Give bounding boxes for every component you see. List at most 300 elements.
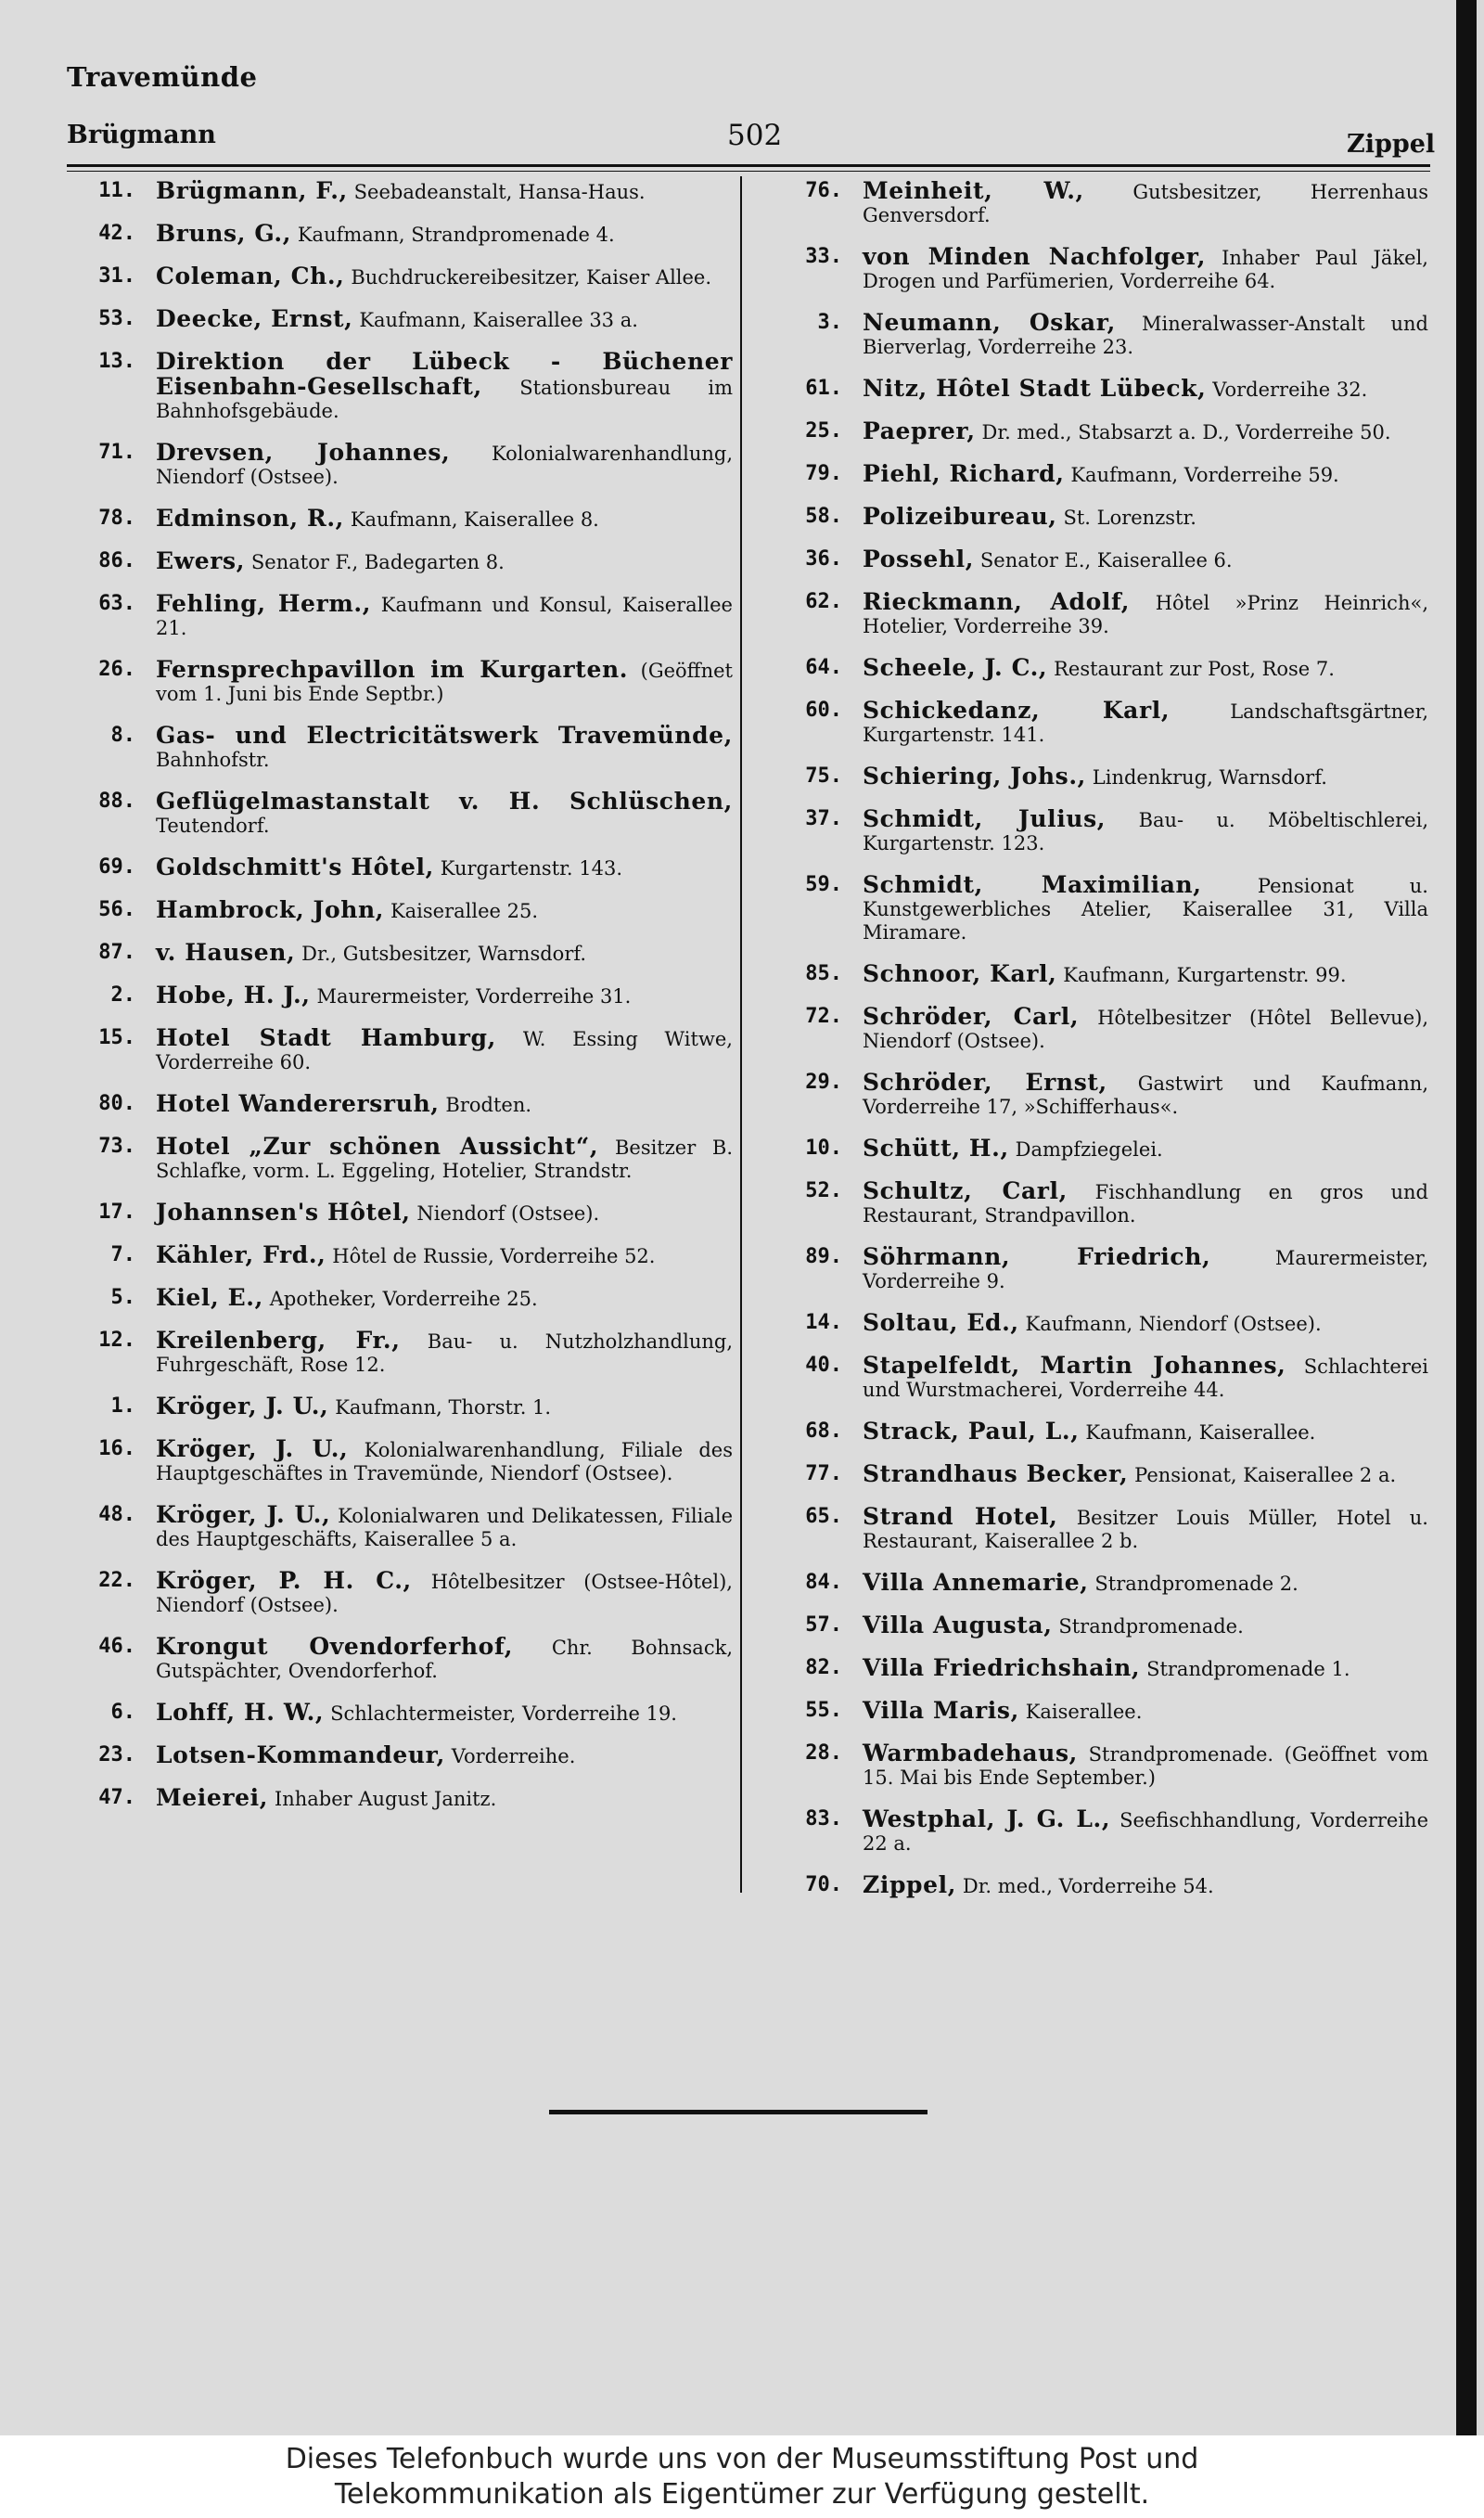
entry-number: 89. — [805, 1245, 842, 1268]
entry-text — [863, 1613, 1428, 1638]
entry-name: Polizeibureau, — [863, 503, 1057, 530]
directory-entry — [70, 1135, 733, 1183]
entry-details: Stationsbureau im Bahnhofsgebäude. — [156, 377, 733, 422]
directory-entry — [70, 179, 733, 204]
entry-name: v. Hausen, — [156, 939, 296, 966]
entry-number: 59. — [805, 873, 842, 896]
entry-number: 14. — [805, 1311, 842, 1334]
entry-name: Schickedanz, Karl, — [863, 697, 1171, 724]
entry-name: Schröder, Ernst, — [863, 1069, 1107, 1096]
entry-name: Deecke, Ernst, — [156, 305, 353, 332]
entry-details: Hôtel »Prinz Heinrich«, Hotelier, Vorderreihe 39. — [863, 592, 1428, 637]
directory-entry — [777, 699, 1428, 747]
entry-number: 85. — [805, 962, 842, 985]
entry-number: 17. — [98, 1201, 135, 1224]
entry-details: Kaufmann, Kaiserallee 8. — [350, 508, 599, 531]
entry-number: 36. — [805, 547, 842, 571]
entry-text — [156, 1201, 733, 1226]
entry-name: Kiel, E., — [156, 1284, 263, 1311]
entry-number: 12. — [98, 1329, 135, 1352]
entry-name: Lohff, H. W., — [156, 1699, 325, 1726]
entry-name: Fernsprechpavillon im Kurgarten. — [156, 656, 629, 683]
entry-details: Hôtelbesitzer (Ostsee-Hôtel), Niendorf (Ostsee). — [156, 1571, 733, 1616]
entry-details: Gastwirt und Kaufmann, Vorderreihe 17, »Schifferhaus«. — [863, 1073, 1428, 1118]
entry-name: Bruns, G., — [156, 220, 292, 247]
entry-name: Söhrmann, Friedrich, — [863, 1243, 1211, 1270]
entry-text — [156, 1701, 733, 1726]
directory-entry — [777, 656, 1428, 681]
entry-number: 53. — [98, 307, 135, 330]
left-column — [70, 179, 733, 1829]
entry-text — [863, 505, 1428, 530]
directory-entry — [70, 1701, 733, 1726]
directory-entry — [777, 1354, 1428, 1402]
directory-entry — [777, 1807, 1428, 1856]
directory-entry — [70, 307, 733, 332]
directory-entry — [777, 311, 1428, 359]
directory-entry — [70, 507, 733, 532]
entry-details: Buchdruckereibesitzer, Kaiser Allee. — [351, 266, 712, 289]
right-column — [777, 179, 1428, 1916]
entry-details: Seefischhandlung, Vorderreihe 22 a. — [863, 1809, 1428, 1855]
entry-text — [863, 1741, 1428, 1790]
entry-text — [863, 1311, 1428, 1336]
entry-details: Kaufmann, Strandpromenade 4. — [297, 224, 615, 246]
entry-number: 8. — [110, 724, 135, 747]
entry-name: Kreilenberg, Fr., — [156, 1327, 401, 1354]
directory-entry — [777, 1505, 1428, 1553]
directory-entry — [70, 1026, 733, 1074]
entry-text — [156, 592, 733, 640]
entry-number: 75. — [805, 764, 842, 788]
directory-entry — [777, 505, 1428, 530]
entry-text — [863, 656, 1428, 681]
directory-entry — [777, 962, 1428, 987]
entry-name: Goldschmitt's Hôtel, — [156, 854, 434, 880]
entry-text — [156, 1503, 733, 1551]
entry-details: Kaufmann, Niendorf (Ostsee). — [1025, 1313, 1322, 1335]
entry-number: 79. — [805, 462, 842, 485]
entry-details: Kaiserallee 25. — [390, 900, 539, 922]
entry-name: Schröder, Carl, — [863, 1003, 1080, 1030]
entry-details: Pensionat, Kaiserallee 2 a. — [1134, 1464, 1397, 1486]
directory-entry — [70, 1286, 733, 1311]
entry-number: 84. — [805, 1571, 842, 1594]
entry-text — [863, 1571, 1428, 1596]
entry-name: Piehl, Richard, — [863, 460, 1065, 487]
entry-number: 88. — [98, 790, 135, 813]
header-rule-thin — [67, 171, 1430, 172]
entry-name: Hotel „Zur schönen Aussicht“, — [156, 1133, 599, 1160]
entry-text — [863, 547, 1428, 572]
entry-details: Fischhandlung en gros und Restaurant, Strandpavillon. — [863, 1181, 1428, 1227]
entry-details: Seebadeanstalt, Hansa-Haus. — [353, 181, 646, 203]
entry-number: 1. — [110, 1394, 135, 1418]
entry-text — [863, 1245, 1428, 1293]
directory-entry — [777, 1656, 1428, 1681]
entry-number: 33. — [805, 245, 842, 268]
entry-name: Schütt, H., — [863, 1135, 1009, 1162]
directory-entry — [70, 1329, 733, 1377]
entry-text — [156, 441, 733, 489]
entry-details: Schlachtermeister, Vorderreihe 19. — [330, 1702, 677, 1725]
column-divider — [740, 176, 742, 1893]
entry-name: Rieckmann, Adolf, — [863, 588, 1131, 615]
entry-text — [863, 419, 1428, 444]
entry-details: Kaufmann, Kaiserallee 33 a. — [359, 309, 638, 331]
entry-details: Inhaber August Janitz. — [274, 1788, 497, 1810]
entry-name: Meinheit, W., — [863, 177, 1084, 204]
directory-entry — [70, 1743, 733, 1768]
directory-entry — [70, 941, 733, 966]
entry-name: Gas- und Electricitätswerk Travemünde, — [156, 722, 733, 749]
entry-details: Maurermeister, Vorderreihe 9. — [863, 1247, 1428, 1292]
entry-name: Coleman, Ch., — [156, 263, 345, 289]
entry-number: 69. — [98, 855, 135, 879]
entry-details: Bau- u. Nutzholzhandlung, Fuhrgeschäft, Rose 12. — [156, 1330, 733, 1376]
entry-name: Schmidt, Julius, — [863, 805, 1107, 832]
entry-details: Kurgartenstr. 143. — [440, 857, 622, 880]
entry-number: 63. — [98, 592, 135, 615]
directory-entry — [70, 1503, 733, 1551]
entry-number: 42. — [98, 222, 135, 245]
directory-entry — [777, 1311, 1428, 1336]
directory-entry — [777, 462, 1428, 487]
entry-text — [156, 507, 733, 532]
entry-text — [863, 1354, 1428, 1402]
running-head-last-entry: Zippel — [1347, 130, 1436, 159]
entry-details: Strandpromenade 1. — [1146, 1658, 1350, 1680]
entry-text — [863, 1873, 1428, 1898]
entry-details: Besitzer Louis Müller, Hotel u. Restaurant, Kaiserallee 2 b. — [863, 1507, 1428, 1552]
entry-details: Teutendorf. — [156, 815, 270, 837]
entry-number: 64. — [805, 656, 842, 679]
directory-entry — [70, 724, 733, 772]
directory-entry — [777, 873, 1428, 944]
directory-entry — [70, 1243, 733, 1268]
directory-entry — [70, 983, 733, 1008]
entry-number: 15. — [98, 1026, 135, 1049]
directory-entry — [777, 1873, 1428, 1898]
directory-entry — [777, 547, 1428, 572]
entry-name: Hambrock, John, — [156, 896, 385, 923]
entry-text — [156, 1092, 733, 1117]
directory-entry — [70, 1635, 733, 1683]
entry-name: Kröger, P. H. C., — [156, 1567, 412, 1594]
entry-details: Gutsbesitzer, Herrenhaus Genversdorf. — [863, 181, 1428, 226]
entry-text — [863, 699, 1428, 747]
entry-name: Kröger, J. U., — [156, 1435, 349, 1462]
entry-details: Dr. med., Stabsarzt a. D., Vorderreihe 50. — [981, 421, 1391, 443]
entry-name: Direktion der Lübeck - Büchener Eisenbahn-Gesellschaft, — [156, 348, 733, 400]
entry-text — [156, 1243, 733, 1268]
entry-details: W. Essing Witwe, Vorderreihe 60. — [156, 1028, 733, 1073]
entry-name: Paeprer, — [863, 418, 976, 444]
entry-name: Kähler, Frd., — [156, 1241, 326, 1268]
entry-number: 56. — [98, 898, 135, 921]
entry-name: Nitz, Hôtel Stadt Lübeck, — [863, 375, 1207, 402]
entry-text — [156, 264, 733, 289]
header-rule — [67, 164, 1430, 167]
entry-text — [156, 179, 733, 204]
entry-text — [863, 1656, 1428, 1681]
entry-details: Dr., Gutsbesitzer, Warnsdorf. — [301, 943, 587, 965]
entry-text — [156, 1743, 733, 1768]
directory-entry — [777, 1462, 1428, 1487]
place-heading: Travemünde — [67, 61, 258, 93]
entry-text — [156, 307, 733, 332]
entry-text — [156, 549, 733, 574]
entry-number: 16. — [98, 1437, 135, 1460]
running-head-first-entry: Brügmann — [67, 121, 216, 149]
entry-name: Villa Annemarie, — [863, 1569, 1089, 1596]
entry-number: 58. — [805, 505, 842, 528]
entry-details: Niendorf (Ostsee). — [416, 1202, 600, 1225]
entry-number: 87. — [98, 941, 135, 964]
entry-number: 46. — [98, 1635, 135, 1658]
directory-entry — [70, 898, 733, 923]
page-number: 502 — [727, 119, 783, 152]
entry-details: Pensionat u. Kunstgewerbliches Atelier, Kaiserallee 31, Villa Miramare. — [863, 875, 1428, 944]
entry-name: Drevsen, Johannes, — [156, 439, 451, 466]
entry-details: Senator F., Badegarten 8. — [250, 551, 505, 573]
entry-text — [156, 1394, 733, 1420]
entry-name: Villa Augusta, — [863, 1612, 1053, 1638]
entry-text — [863, 962, 1428, 987]
directory-entry — [777, 590, 1428, 638]
entry-name: Villa Friedrichshain, — [863, 1654, 1141, 1681]
entry-details: Dampfziegelei. — [1015, 1138, 1163, 1161]
entry-number: 72. — [805, 1005, 842, 1028]
entry-number: 71. — [98, 441, 135, 464]
entry-name: Strack, Paul, L., — [863, 1418, 1080, 1445]
entry-details: Brodten. — [445, 1094, 532, 1116]
directory-entry — [70, 549, 733, 574]
directory-entry — [70, 264, 733, 289]
entry-number: 11. — [98, 179, 135, 202]
directory-entry — [777, 1245, 1428, 1293]
directory-entry — [70, 1437, 733, 1485]
entry-details: St. Lorenzstr. — [1063, 507, 1196, 529]
entry-name: Ewers, — [156, 547, 246, 574]
directory-entry — [777, 807, 1428, 855]
entry-details: Maurermeister, Vorderreihe 31. — [316, 985, 632, 1008]
entry-name: Soltau, Ed., — [863, 1309, 1019, 1336]
entry-name: Kröger, J. U., — [156, 1393, 329, 1420]
entry-name: Fehling, Herm., — [156, 590, 371, 617]
entry-text — [156, 1569, 733, 1617]
entry-name: Lotsen-Kommandeur, — [156, 1741, 445, 1768]
entry-name: Westphal, J. G. L., — [863, 1805, 1111, 1832]
directory-entry — [777, 1613, 1428, 1638]
entry-text — [863, 764, 1428, 790]
entry-details: Hôtelbesitzer (Hôtel Bellevue), Niendorf (Ostsee). — [863, 1007, 1428, 1052]
entry-name: Schiering, Johs., — [863, 763, 1086, 790]
entry-number: 23. — [98, 1743, 135, 1766]
entry-details: Hôtel de Russie, Vorderreihe 52. — [332, 1245, 656, 1267]
entry-text — [156, 222, 733, 247]
entry-number: 48. — [98, 1503, 135, 1526]
entry-details: Strandpromenade 2. — [1094, 1573, 1298, 1595]
entry-number: 47. — [98, 1786, 135, 1809]
directory-entry — [70, 1786, 733, 1811]
directory-entry — [70, 441, 733, 489]
directory-entry — [777, 1179, 1428, 1227]
entry-name: Edminson, R., — [156, 505, 344, 532]
entry-number: 60. — [805, 699, 842, 722]
directory-entry — [777, 1005, 1428, 1053]
entry-name: Hotel Stadt Hamburg, — [156, 1024, 496, 1051]
entry-text — [156, 855, 733, 880]
entry-number: 77. — [805, 1462, 842, 1485]
entry-number: 2. — [110, 983, 135, 1007]
entry-number: 70. — [805, 1873, 842, 1896]
directory-entry — [777, 1571, 1428, 1596]
directory-entry — [70, 1092, 733, 1117]
entry-number: 10. — [805, 1137, 842, 1160]
entry-name: Stapelfeldt, Martin Johannes, — [863, 1352, 1286, 1379]
entry-details: Apotheker, Vorderreihe 25. — [269, 1288, 538, 1310]
entry-name: Strand Hotel, — [863, 1503, 1058, 1530]
entry-number: 5. — [110, 1286, 135, 1309]
entry-number: 61. — [805, 377, 842, 400]
entry-text — [156, 1135, 733, 1183]
entry-name: Meierei, — [156, 1784, 269, 1811]
directory-entry — [70, 592, 733, 640]
entry-text — [156, 1026, 733, 1074]
entry-details: Inhaber Paul Jäkel, Drogen und Parfümerien, Vorderreihe 64. — [863, 247, 1428, 292]
entry-text — [156, 941, 733, 966]
entry-number: 62. — [805, 590, 842, 613]
entry-number: 78. — [98, 507, 135, 530]
entry-details: Senator E., Kaiserallee 6. — [979, 549, 1233, 572]
directory-entry — [70, 350, 733, 423]
directory-entry — [70, 658, 733, 706]
entry-details: Kaufmann, Kaiserallee. — [1085, 1421, 1316, 1444]
entry-details: Vorderreihe 32. — [1212, 379, 1368, 401]
entry-details: Kaufmann, Kurgartenstr. 99. — [1063, 964, 1347, 986]
entry-text — [863, 1462, 1428, 1487]
entry-text — [156, 1286, 733, 1311]
entry-details: Strandpromenade. (Geöffnet vom 15. Mai bis Ende September.) — [863, 1743, 1429, 1789]
entry-name: Zippel, — [863, 1871, 957, 1898]
entry-number: 76. — [805, 179, 842, 202]
directory-entry — [777, 419, 1428, 444]
entry-name: Scheele, J. C., — [863, 654, 1048, 681]
entry-name: Johannsen's Hôtel, — [156, 1199, 411, 1226]
directory-entry — [777, 764, 1428, 790]
entry-number: 73. — [98, 1135, 135, 1158]
entry-text — [863, 1005, 1428, 1053]
entry-details: Lindenkrug, Warnsdorf. — [1092, 766, 1327, 789]
directory-entry — [777, 245, 1428, 293]
entry-text — [863, 1505, 1428, 1553]
directory-entry — [70, 790, 733, 838]
entry-number: 22. — [98, 1569, 135, 1592]
end-rule — [549, 2110, 928, 2114]
entry-text — [863, 1071, 1428, 1119]
entry-number: 31. — [98, 264, 135, 288]
entry-text — [863, 179, 1428, 227]
entry-text — [863, 807, 1428, 855]
entry-name: Schnoor, Karl, — [863, 960, 1057, 987]
entry-details: Kaiserallee. — [1025, 1701, 1143, 1723]
entry-details: Schlachterei und Wurstmacherei, Vorderreihe 44. — [863, 1355, 1429, 1401]
entry-number: 83. — [805, 1807, 842, 1831]
entry-name: Villa Maris, — [863, 1697, 1019, 1724]
entry-details: Chr. Bohnsack, Gutspächter, Ovendorferhof. — [156, 1637, 733, 1682]
entry-number: 82. — [805, 1656, 842, 1679]
entry-details: Dr. med., Vorderreihe 54. — [962, 1875, 1214, 1897]
entry-name: Brügmann, F., — [156, 177, 348, 204]
entry-text — [863, 377, 1428, 402]
entry-text — [156, 1786, 733, 1811]
entry-number: 65. — [805, 1505, 842, 1528]
entry-number: 37. — [805, 807, 842, 830]
entry-name: Geflügelmastanstalt v. H. Schlüschen, — [156, 788, 733, 815]
entry-details: Restaurant zur Post, Rose 7. — [1054, 658, 1335, 680]
entry-details: Kolonialwarenhandlung, Niendorf (Ostsee). — [156, 443, 733, 488]
directory-entry — [777, 179, 1428, 227]
entry-text — [156, 658, 733, 706]
entry-details: Besitzer B. Schlafke, vorm. L. Eggeling, Hotelier, Strandstr. — [156, 1137, 733, 1182]
directory-entry — [777, 1071, 1428, 1119]
entry-number: 3. — [817, 311, 842, 334]
entry-number: 7. — [110, 1243, 135, 1266]
entry-name: Kröger, J. U., — [156, 1501, 331, 1528]
entry-text — [863, 1807, 1428, 1856]
entry-number: 6. — [110, 1701, 135, 1724]
entry-number: 29. — [805, 1071, 842, 1094]
entry-details: (Geöffnet vom 1. Juni bis Ende Septbr.) — [156, 660, 733, 705]
directory-entry — [777, 377, 1428, 402]
entry-number: 86. — [98, 549, 135, 572]
entry-number: 80. — [98, 1092, 135, 1115]
entry-text — [156, 1329, 733, 1377]
entry-text — [863, 1699, 1428, 1724]
entry-name: Schmidt, Maximilian, — [863, 871, 1202, 898]
entry-text — [863, 873, 1428, 944]
entry-text — [863, 1179, 1428, 1227]
entry-name: von Minden Nachfolger, — [863, 243, 1207, 270]
entry-number: 55. — [805, 1699, 842, 1722]
entry-text — [156, 724, 733, 772]
entry-details: Kaufmann, Thorstr. 1. — [335, 1396, 552, 1419]
entry-number: 13. — [98, 350, 135, 373]
entry-text — [156, 1437, 733, 1485]
entry-number: 57. — [805, 1613, 842, 1637]
directory-entry — [70, 855, 733, 880]
directory-entry — [777, 1741, 1428, 1790]
entry-text — [863, 245, 1428, 293]
entry-name: Hobe, H. J., — [156, 982, 311, 1008]
entry-text — [863, 1420, 1428, 1445]
entry-text — [863, 311, 1428, 359]
directory-entry — [70, 222, 733, 247]
entry-name: Possehl, — [863, 546, 975, 572]
entry-text — [156, 898, 733, 923]
directory-entry — [777, 1420, 1428, 1445]
entry-text — [863, 1137, 1428, 1162]
entry-number: 28. — [805, 1741, 842, 1765]
directory-entry — [777, 1699, 1428, 1724]
entry-text — [156, 350, 733, 423]
entry-name: Krongut Ovendorferhof, — [156, 1633, 514, 1660]
entry-text — [156, 1635, 733, 1683]
entry-number: 68. — [805, 1420, 842, 1443]
footer-line-1: Dieses Telefonbuch wurde uns von der Museumsstiftung Post und — [285, 2442, 1199, 2475]
entry-details: Bau- u. Möbeltischlerei, Kurgartenstr. 123. — [863, 809, 1428, 854]
